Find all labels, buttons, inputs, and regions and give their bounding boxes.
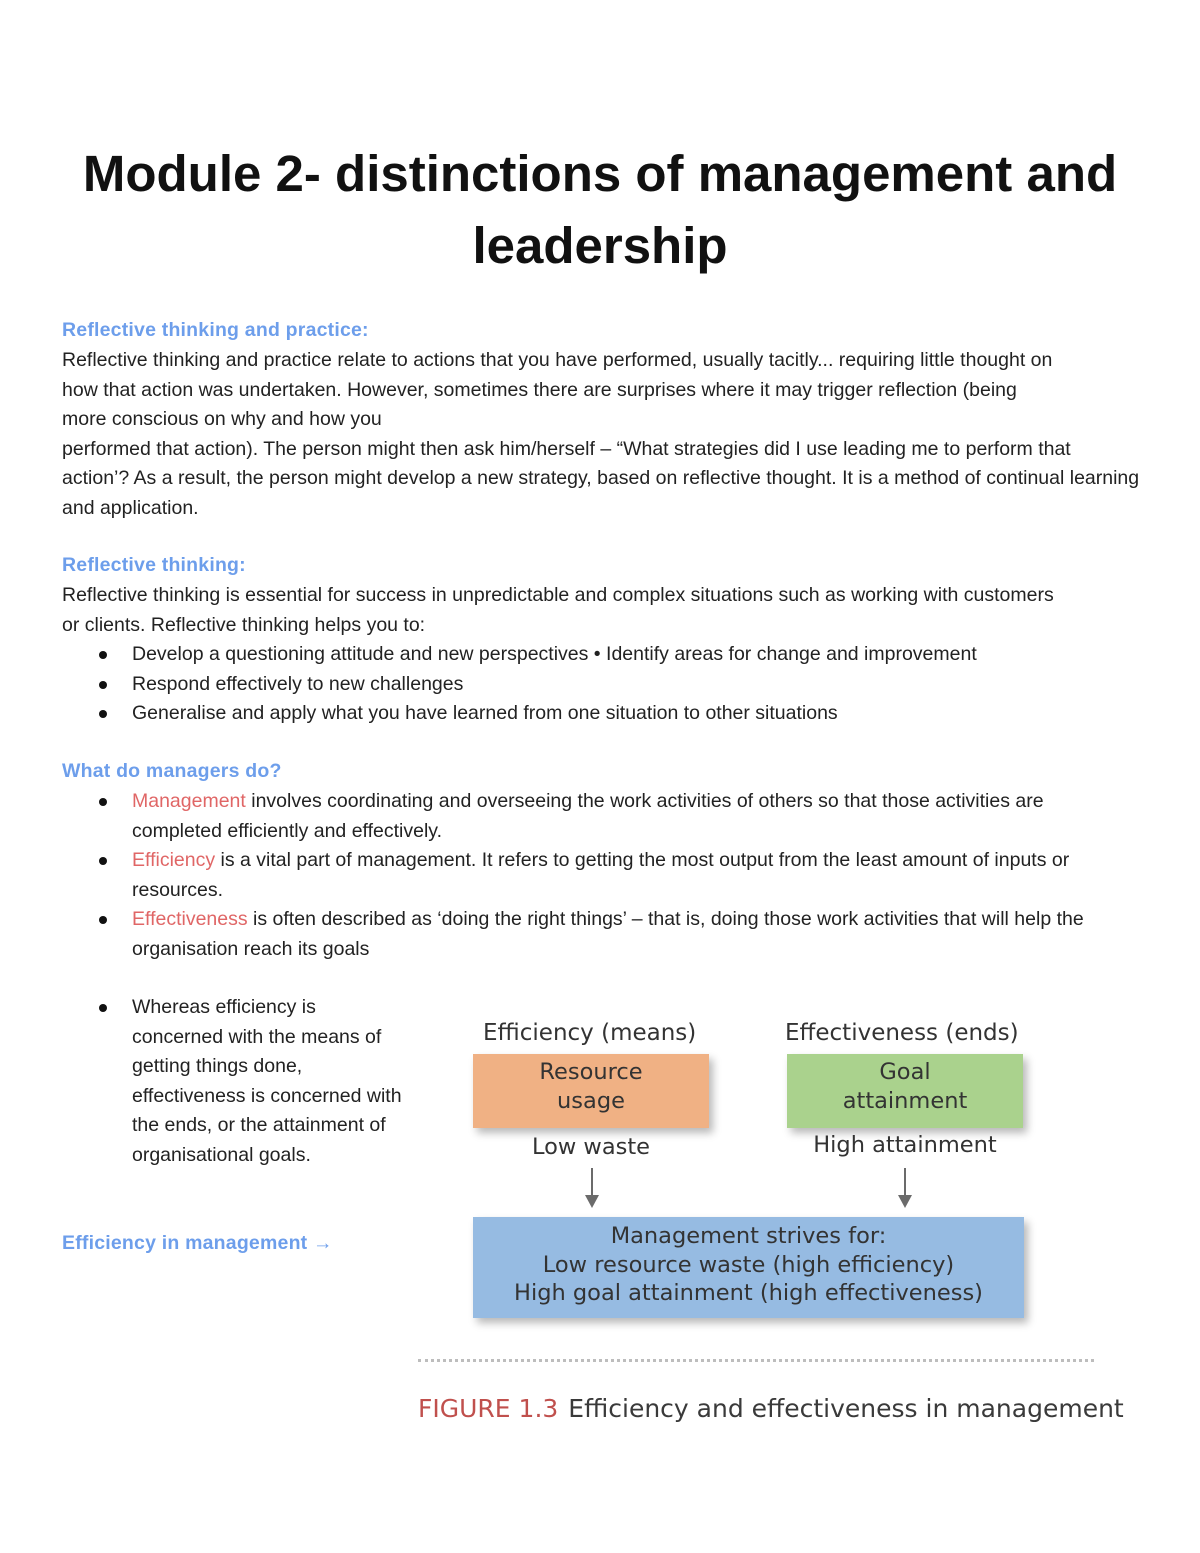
reflective-thinking-list [62, 640, 1132, 729]
managers-list [62, 787, 1122, 965]
paragraph-line: Reflective thinking and practice relate to actions that you have performed, usually tacitly... requiring little thought on how that action was undertaken. However, sometimes there are surprises where it may trigger reflection (being more conscious on why and how you [62, 349, 1053, 431]
list-item [62, 846, 1122, 905]
list-item: Develop a questioning attitude and new perspectives • Identify areas for change and improvement [62, 640, 1132, 670]
efficiency-effectiveness-figure [415, 1012, 1124, 1432]
whereas-list [62, 993, 404, 1171]
management-strives-box [473, 1217, 1024, 1318]
box-line: attainment [842, 1088, 968, 1114]
figure-divider [418, 1359, 1094, 1362]
box-line: usage [557, 1088, 625, 1114]
page-title: Module 2- distinctions of management and leadership [82, 145, 1118, 274]
reflective-thinking-paragraph: Reflective thinking is essential for success in unpredictable and complex situations such as working with customers or clients. Reflective thinking helps you to: [62, 584, 1054, 636]
box-line: Management strives for: [610, 1223, 887, 1249]
box-line: Low resource waste (high efficiency) [542, 1251, 955, 1278]
down-arrow-icon [898, 1195, 912, 1208]
section-heading-managers: What do managers do? [62, 760, 282, 782]
list-item [62, 787, 1122, 846]
list-item: Whereas efficiency is concerned with the means of getting things done, effectiveness is concerned with the ends, or the attainment of organisational goals. [62, 993, 404, 1171]
section-heading-reflective-thinking: Reflective thinking: [62, 554, 246, 576]
term-efficiency: Efficiency [132, 849, 216, 872]
list-item: Respond effectively to new challenges [62, 670, 1132, 700]
figure-heading-effectiveness: Effectiveness (ends) [785, 1020, 1019, 1046]
low-waste-label: Low waste [531, 1134, 651, 1160]
box-line: Resource [539, 1059, 643, 1085]
figure-caption [418, 1394, 1124, 1423]
paragraph-line: performed that action). The person might then ask him/herself – “What strategies did I use leading me to perform that action’? As a result, the person might develop a new strategy, based on reflective thought. It is a method of continual learning and application. [62, 437, 1140, 519]
figure-caption-text: Efficiency and effectiveness in management [568, 1394, 1124, 1423]
term-management: Management [132, 790, 246, 812]
down-arrow-line [904, 1168, 906, 1196]
list-item-text: involves coordinating and overseeing the work activities of others so that those activities are completed efficiently and effectively. [132, 790, 1044, 842]
down-arrow-line [591, 1168, 593, 1196]
high-attainment-label: High attainment [813, 1132, 997, 1158]
reflective-practice-paragraph [62, 346, 1142, 524]
term-effectiveness: Effectiveness [132, 908, 248, 931]
figure-heading-efficiency: Efficiency (means) [483, 1020, 697, 1046]
efficiency-in-management-link[interactable]: Efficiency in management → [62, 1232, 333, 1254]
resource-usage-box [473, 1054, 709, 1128]
section-heading-reflective-practice: Reflective thinking and practice: [62, 319, 369, 341]
list-item-text: is a vital part of management. It refers to getting the most output from the least amount of inputs or resources. [132, 849, 1070, 901]
goal-attainment-box [787, 1054, 1023, 1128]
list-item [62, 905, 1122, 964]
box-line: Goal [879, 1059, 931, 1085]
list-item: Generalise and apply what you have learned from one situation to other situations [62, 699, 1132, 729]
figure-number: FIGURE 1.3 [418, 1394, 559, 1423]
box-line: High goal attainment (high effectiveness) [514, 1280, 983, 1306]
down-arrow-icon [585, 1195, 599, 1208]
list-item-text: is often described as ‘doing the right things’ – that is, doing those work activities that will help the organisation reach its goals [132, 908, 1084, 960]
